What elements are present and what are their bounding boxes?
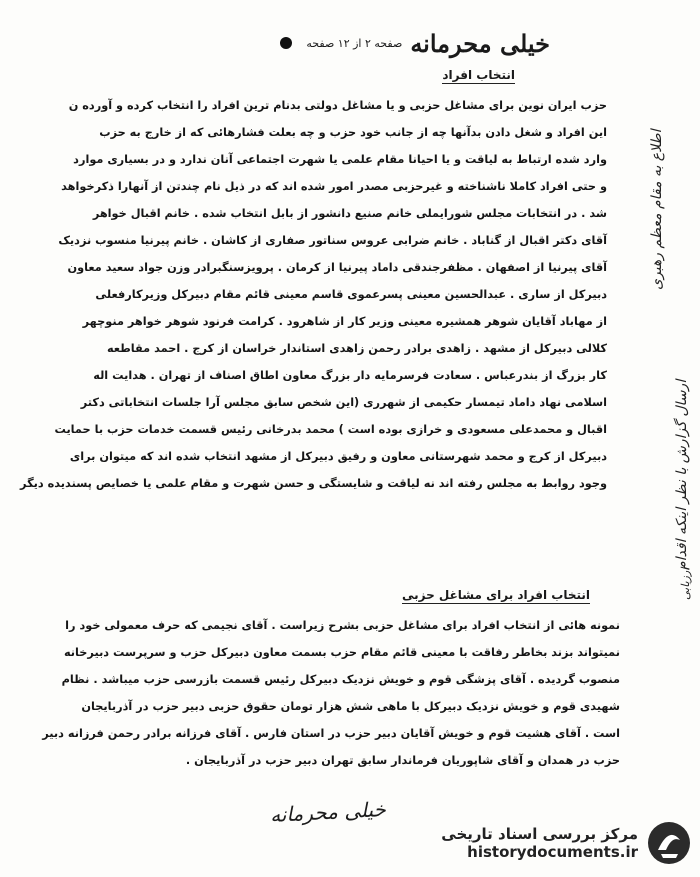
- archive-logo-icon: [646, 820, 692, 866]
- text-line: حزب ایران نوین برای مشاغل حزبی و یا مشاغل دولتی بدنام ترین افراد را انتخاب کرده و آورده ن: [68, 99, 607, 112]
- text-line: دبیرکل از ساری . عبدالحسین معینی پسرعموی قاسم معینی قائم مقام دبیرکل وزیرکارفعلی: [95, 288, 607, 301]
- text-line: آقای دکتر اقبال از گناباد . خانم ضرابی عروس سناتور صفاری از کاشان . خانم پیرنیا منسوب نزدیک: [58, 234, 607, 247]
- classification-title: خیلی محرمانه: [410, 28, 550, 58]
- watermark-site: historydocuments.ir: [467, 843, 638, 861]
- text-line: وارد شده ارتباط به لیاقت و یا احیانا مقام علمی یا شهرت اجتماعی آنان ندارد و در بسیاری موارد: [73, 153, 607, 166]
- handwritten-signature: خیلی محرمانه: [269, 796, 387, 828]
- section2-body: [42, 612, 620, 774]
- section-title-party-jobs: انتخاب افراد برای مشاغل حزبی: [401, 588, 590, 602]
- text-line: و حتی افراد کاملا ناشناخته و غیرحزبی مصدر امور شده اند که در ذیل نام چندتن از آنهارا ذکرخواهد: [61, 180, 607, 193]
- watermark-text: [441, 825, 638, 861]
- handwritten-margin-note: ارزیابی: [679, 567, 692, 600]
- page-number-label: صفحه ۲ از ۱۲ صفحه: [306, 36, 403, 50]
- watermark-org-name: مرکز بررسی اسناد تاریخی: [441, 825, 638, 843]
- archive-watermark: [402, 815, 692, 871]
- handwritten-margin-note: اطلاع به مقام معظم رهبری: [649, 129, 665, 290]
- text-line: حزب در همدان و آقای شاپوریان فرماندار سابق تهران دبیر حزب در آذربایجان .: [185, 754, 620, 767]
- text-line: منصوب گردیده . آقای پزشگی قوم و خویش نزدیک دبیرکل رئیس قسمت بازرسی حزب میباشد . نظام: [61, 673, 620, 686]
- section-title-selection: انتخاب افراد: [442, 68, 515, 82]
- document-header: [230, 28, 550, 58]
- text-line: کلالی دبیرکل از مشهد . زاهدی برادر رحمن زاهدی استاندار خراسان از کرج . احمد مقاطعه: [106, 342, 607, 355]
- text-line: وجود روابط به مجلس رفته اند نه لیاقت و شایستگی و حسن شهرت و مقام علمی یا خصایص پسندیده دیگر: [20, 477, 607, 490]
- text-line: از مهاباد آقایان شوهر همشیره معینی وزیر کار از شاهرود . کرامت فرنود شوهر خواهر منوچهر: [82, 315, 607, 328]
- text-line: نمیتواند بزند بخاطر رفاقت با معینی قائم مقام حزب بسمت معاون دبیرکل حزب و سرپرست دبیرخانه: [63, 646, 620, 659]
- handwritten-margin-note: ارسال گزارش با نظر اینکه اقدام: [674, 379, 690, 570]
- text-line: شهیدی قوم و خویش نزدیک دبیرکل با ماهی شش هزار تومان حقوق حزبی دبیر حزب در آذربایجان: [81, 700, 620, 713]
- text-line: شد . در انتخابات مجلس شورایملی خانم صنیع دانشور از بابل انتخاب شده . خانم اقبال خواهر: [92, 207, 607, 220]
- text-line: اسلامی نهاد داماد تیمسار حکیمی از شهرری (این شخص سابق مجلس آرا جلسات انتخاباتی دکتر: [80, 396, 607, 409]
- text-line: نمونه هائی از انتخاب افراد برای مشاغل حزبی بشرح زیراست . آقای نجیمی که حرف معمولی خود را: [65, 619, 620, 632]
- text-line: اقبال و محمدعلی مسعودی و خرازی بوده است ) محمد بدرخانی رئیس قسمت خدمات حزب با حمایت: [54, 423, 607, 436]
- text-line: آقای پیرنیا از اصفهان . مظفرجندقی داماد پیرنیا از کرمان . پرویزسنگبرادر وزن جواد سعید معاون: [67, 261, 607, 274]
- text-line: کار بزرگ از بندرعباس . سعادت فرسرمایه دار بزرگ معاون اطاق اصناف از تهران . هدایت اله: [93, 369, 607, 382]
- text-line: دبیرکل از کرج و محمد شهرستانی معاون و رفیق دبیرکل از مشهد انتخاب شده اند که میتوان برای: [69, 450, 607, 463]
- text-line: این افراد و شغل دادن بدآنها چه از جانب خود حزب و چه بعلت فشارهائی که از خارج به حزب: [99, 126, 607, 139]
- text-line: است . آقای هشیت قوم و خویش آقایان دبیر حزب در استان فارس . آقای فرزانه برادر رحمن فرزانه دبیر: [42, 727, 620, 740]
- bullet-dot-icon: [280, 37, 292, 49]
- section1-body: [20, 92, 607, 497]
